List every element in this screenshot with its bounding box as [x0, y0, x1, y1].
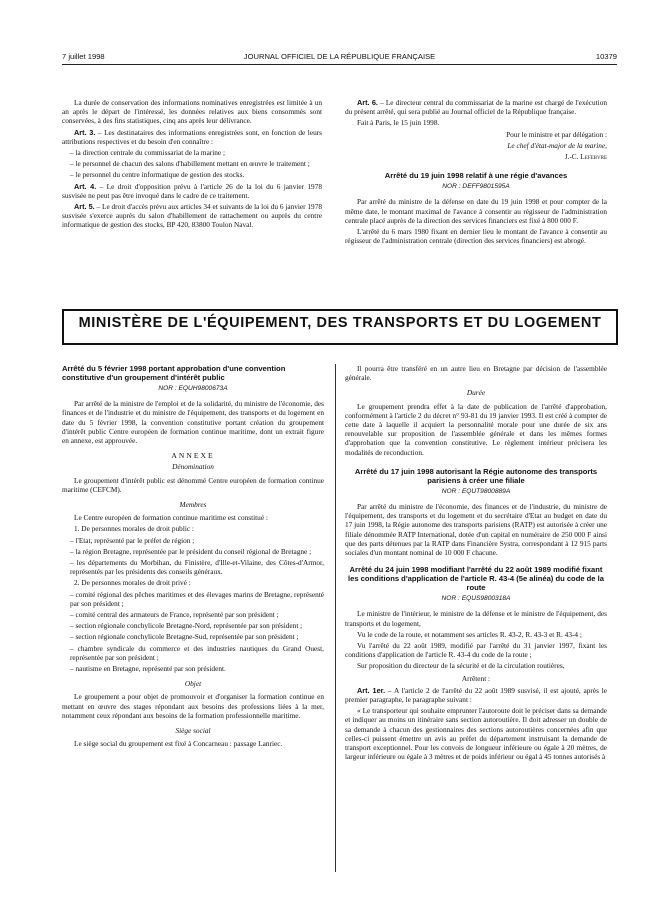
top-left-column	[62, 98, 322, 232]
article-text: – Le droit d'accès prévu aux articles 34 et suivants de la loi du 6 janvier 1978 susvisée s'exerce auprès du salon d'habillement de rattachement ou auprès du centre informatique de gestion des stocks, BP 420, 83800 Toulon Naval.	[62, 202, 322, 230]
header-date: 7 juillet 1998	[62, 52, 105, 61]
nor-code: NOR : DEFF9801595A	[442, 183, 510, 191]
article-label: Art. 3.	[74, 127, 96, 137]
nor-code: NOR : EQUT9800889A	[441, 487, 511, 495]
column-divider	[335, 364, 336, 872]
paragraph: La durée de conservation des informations nominatives enregistrées est limitée à un an après le départ de l'intéressé, les données relatives aux biens consommés sont conservées, à des fins statistiques, cinq ans après leur délivrance.	[62, 98, 322, 126]
paragraph: Par arrêté du ministre de la défense en date du 19 juin 1998 et pour compter de la même date, le montant maximal de l'avance à consentir au régisseur de l'administration centrale placé auprès de la direction des services financiers est fixé à 800 000 F.	[345, 197, 607, 225]
paragraph: Le groupement a pour objet de promouvoir et d'organiser la formation continue en mettant en œuvre des stages répondant aux besoins des professions liées à la mer, notamment ceux répondant aux besoins de la formation professionnelle maritime.	[62, 692, 324, 720]
list-item: – la région Bretagne, représentée par le président du conseil régional de Bretagne ;	[70, 546, 312, 556]
article-1	[345, 686, 607, 704]
fait-a-paris: Fait à Paris, le 15 juin 1998.	[357, 118, 440, 128]
article-label: Art. 1er.	[357, 685, 386, 695]
list-item: – comité régional des pêches maritimes et des élevages marins de Bretagne, représenté par son président ;	[70, 589, 324, 608]
paragraph: Par arrêté du ministre de l'économie, des finances et de l'industrie, du ministre de l'équipement, des transports et du logement et du secrétaire d'Etat au budget en date du 17 juin 1998, la Régie autonome des transports parisiens (RATP) est autorisée à créer une filiale dénommée RATP International, dotée d'un capital en numéraire de 250 000 F ainsi que des parts détenues par la RATP dans Financière Systra, correspondant à 12 915 parts sociales d'un montant nominal de 10 000 F chacune.	[345, 502, 607, 558]
right-column	[345, 364, 607, 764]
list-item: – section régionale conchylicole Bretagne-Nord, représentée par son président ;	[70, 621, 303, 631]
paragraph: 1. De personnes morales de droit public :	[74, 524, 194, 534]
article-5	[62, 202, 322, 230]
decree-title: Arrêté du 19 juin 1998 relatif à une régie d'avances	[384, 171, 568, 181]
nor-code: NOR : EQUS9800318A	[441, 595, 511, 603]
article-3	[62, 128, 322, 146]
paragraph: « Le transporteur qui souhaite emprunter l'autoroute doit le préciser dans sa demande et indiquer au moins un itinéraire sans section autoroutière. Il doit adresser un double de sa demande à chacun des gestionnaires des sections autoroutières concernées afin que celles-ci puissent émettre un avis au préfet du département instruisant la demande de transport exceptionnel. Pour les convois de longueur inférieure ou égale à 20 mètres, de largeur inférieure ou égale à 3 mètres et de poids inférieur ou égal à 45 tonnes autorisés à	[345, 706, 607, 762]
paragraph: L'arrêté du 6 mars 1980 fixant en dernier lieu le montant de l'avance à consentir au régisseur de l'administration centrale (direction des services financiers) est abrogé.	[345, 227, 607, 246]
paragraph: Sur proposition du directeur de la sécurité et de la circulation routières,	[357, 661, 565, 671]
nor-reference	[345, 594, 607, 603]
nor-reference	[62, 384, 324, 393]
ministry-title: MINISTÈRE DE L'ÉQUIPEMENT, DES TRANSPORTS ET DU LOGEMENT	[78, 315, 602, 331]
article-text: – Le droit d'opposition prévu à l'article 26 de la loi du 6 janvier 1978 susvisée ne peut pas être invoqué dans le cadre de ce traitement.	[62, 181, 323, 200]
section-heading: Membres	[179, 500, 207, 510]
paragraph: Vu l'arrêté du 22 août 1989, modifié par l'arrêté du 31 janvier 1997, fixant les conditions d'application de l'article R. 43-4 du code de la route ;	[345, 641, 607, 660]
paragraph: 2. De personnes morales de droit privé :	[74, 578, 191, 588]
list-item: – le personnel de chacun des salons d'habillement mettant en œuvre le traitement ;	[70, 159, 310, 169]
top-right-column	[345, 98, 607, 247]
list-item: – comité central des armateurs de France, représenté par son président ;	[70, 610, 279, 620]
nor-reference	[345, 182, 607, 191]
decree-title: Arrêté du 24 juin 1998 modifiant l'arrêté du 22 août 1989 modifié fixant les conditions d'application de l'article R. 43-4 (5e alinéa) du code de la route	[348, 565, 604, 593]
section-heading: Objet	[184, 679, 202, 689]
section-heading: Dénomination	[172, 462, 214, 472]
article-text: – Les destinataires des informations enregistrées sont, en fonction de leurs attributions respectives et du besoin d'en connaître :	[62, 127, 322, 146]
ministry-banner	[62, 309, 618, 345]
paragraph: Le groupement d'intérêt public est dénommé Centre européen de formation continue maritime (CEFCM).	[62, 475, 324, 494]
section-heading: Siège social	[175, 726, 211, 736]
section-heading: Durée	[466, 388, 486, 398]
annexe-heading: ANNEXE	[171, 451, 215, 461]
list-item: – les départements du Morbihan, du Finistère, d'Ille-et-Vilaine, des Côtes-d'Armor, représentés par les présidents des conseils généraux.	[70, 558, 324, 577]
list-item: – section régionale conchylicole Bretagne-Sud, représentée par son président ;	[70, 632, 299, 642]
article-text: – A l'article 2 de l'arrêté du 22 août 1989 susvisé, il est ajouté, après le premier paragraphe, le paragraphe suivant :	[345, 685, 607, 705]
signatory-role: Le chef d'état-major de la marine,	[507, 140, 607, 150]
paragraph: Le ministre de l'intérieur, le ministre de la défense et le ministre de l'équipement, des transports et du logement,	[345, 609, 607, 628]
delegation-line: Pour le ministre et par délégation :	[506, 129, 607, 139]
header-page-number: 10379	[595, 52, 617, 61]
nor-reference	[345, 487, 607, 496]
decree-title: Arrêté du 17 juin 1998 autorisant la Régie autonome des transports parisiens à créer une filiale	[354, 466, 598, 485]
article-6	[345, 98, 607, 116]
arretent: Arrêtent :	[461, 673, 491, 683]
list-item: – chambre syndicale du commerce et des industries nautiques du Grand Ouest, représentée par son président ;	[70, 643, 324, 662]
list-item: – le personnel du centre informatique de gestion des stocks.	[70, 170, 245, 180]
left-column	[62, 364, 324, 751]
signatory-name: J.-C. Lefebvre	[564, 152, 607, 162]
list-item: – la direction centrale du commissariat de la marine ;	[70, 148, 225, 158]
nor-code: NOR : EQUH9800673A	[158, 385, 228, 392]
article-label: Art. 5.	[74, 202, 95, 212]
header-rule	[62, 64, 617, 65]
paragraph: Il pourra être transféré en un autre lieu en Bretagne par décision de l'assemblée générale.	[345, 364, 607, 383]
decree-title: Arrêté du 5 février 1998 portant approbation d'une convention constitutive d'un groupement d'intérêt public	[62, 364, 286, 382]
article-text: – Le directeur central du commissariat de la marine est chargé de l'exécution du présent arrêté, qui sera publié au Journal officiel de la République française.	[345, 98, 608, 117]
list-item: – l'Etat, représenté par le préfet de région ;	[70, 535, 195, 545]
paragraph: Le groupement prendra effet à la date de publication de l'arrêté d'approbation, conformément à l'article 2 du décret n° 93-81 du 19 janvier 1993. Il est créé à compter de cette date à laquelle il acquiert la personnalité morale pour une durée de six ans renouvelable sur proposition de l'assemblée générale et dans les mêmes formes d'approbation que la convention constitutive. Le règlement intérieur précisera les modalités de reconduction.	[345, 401, 607, 457]
paragraph: Vu le code de la route, et notamment ses articles R. 43-2, R. 43-3 et R. 43-4 ;	[357, 629, 582, 639]
article-4	[62, 182, 322, 200]
paragraph: Par arrêté de la ministre de l'emploi et de la solidarité, du ministre de l'économie, des finances et de l'industrie et du ministre de l'équipement, des transports et du logement en date du 5 février 1998, la convention constitutive portant création du groupement d'intérêt public Centre européen de formation continue maritime, dont un extrait figure en annexe, est approuvée.	[62, 399, 324, 446]
header-journal-title: JOURNAL OFFICIEL DE LA RÉPUBLIQUE FRANÇAISE	[243, 52, 436, 61]
paragraph: Le Centre européen de formation continue maritime est constitué :	[74, 513, 268, 523]
running-header	[62, 52, 617, 64]
paragraph: Le siège social du groupement est fixé à Concarneau : passage Lanriec.	[74, 739, 283, 749]
list-item: – nautisme en Bretagne, représenté par son président.	[70, 664, 226, 674]
article-label: Art. 4.	[74, 181, 97, 191]
article-label: Art. 6.	[357, 98, 378, 107]
